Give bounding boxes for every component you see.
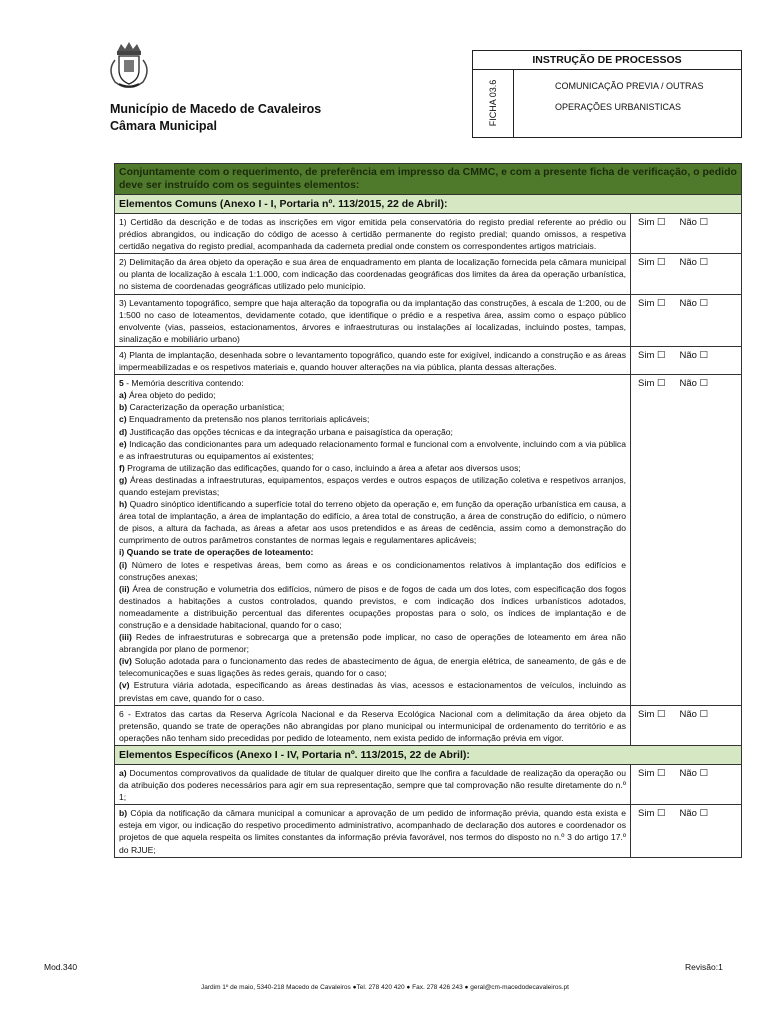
sim-checkbox[interactable]: Sim ☐ <box>638 808 666 820</box>
sub-label: a) <box>119 390 127 401</box>
form-model-code: Mod.340 <box>44 962 78 972</box>
sub-label: (iii) <box>119 632 132 643</box>
box-title: INSTRUÇÃO DE PROCESSOS <box>473 51 741 70</box>
item-text: Certidão da descrição e de todas as inscrições em vigor emitida pela conservatória do registo predial referente ao prédio ou prédios abrangidos, ou indicação do código de acesso à certidão permanente do registo predial; quando omissos, a respetiva certidão negativa do registo predial, acompanhada da caderneta predial onde constem os correspondentes artigos matriciais. <box>119 217 626 252</box>
item-number: 2) <box>119 257 127 268</box>
sub-text: Solução adotada para o funcionamento das redes de abastecimento de água, de energia elétrica, de saneamento, de gás e de telecomunicações e suas ligações às redes gerais, quando for o caso; <box>119 656 626 679</box>
sub-label: (i) <box>119 559 128 570</box>
loteamento-heading: i) Quando se trate de operações de loteamento: <box>119 547 314 558</box>
sub-text: Justificação das opções técnicas e da integração urbana e paisagística da operação; <box>129 426 453 437</box>
item-text: Documentos comprovativos da qualidade de titular de qualquer direito que lhe confira a faculdade de realização da operação ou da atribuição dos poderes necessários para agir em sua representação, sempre que tal comprovação não resulte diretamente do n.º 1; <box>119 767 626 803</box>
sim-checkbox[interactable]: Sim ☐ <box>638 708 666 720</box>
nao-checkbox[interactable]: Não ☐ <box>679 349 709 361</box>
checklist-row <box>115 253 741 293</box>
ficha-cell <box>473 69 514 137</box>
process-instruction-box <box>472 50 742 138</box>
sub-label: b) <box>119 402 128 413</box>
nao-checkbox[interactable]: Não ☐ <box>679 297 709 309</box>
item-number: 5 <box>119 378 124 389</box>
sub-text: Enquadramento da pretensão nos planos territoriais aplicáveis; <box>129 414 370 425</box>
sub-text: Área de construção e volumetria dos edifícios, número de pisos e de fogos de cada um dos lotes, com especificação dos fogos destinados a habitações a custos controlados, quando previstos, e com indicação dos índices urbanísticos adotados, nomeadamente a distribuição percentual das diferentes ocupações propostas para o solo, os índices de implantação e de construção e a densidade habitacional, quando for o caso; <box>119 583 626 630</box>
item-text: Levantamento topográfico, sempre que haja alteração da topografia ou da implantação das construções, à escala de 1:200, ou de 1:500 no caso de loteamentos, devidamente cotado, que identifique o prédio e a respetiva área, assim como o espaço público envolvente (vias, passeios, estacionamentos, árvores e infraestruturas ou instalações aí localizadas, incluindo postes, tampas, sinalização e mobiliário urbano) <box>119 297 627 344</box>
item-text: Planta de implantação, desenhada sobre o levantamento topográfico, quando este for exigível, indicando a construção e as áreas impermeabilizadas e os respetivos materiais e, quando houver alterações na via pública, planta dessas alterações. <box>119 349 626 373</box>
item-text: 6 - Extratos das cartas da Reserva Agrícola Nacional e da Reserva Ecológica Nacional com a delimitação da área objeto da pretensão, quando se trate de operações não abrangidas por plano municipal ou intermunicipal de ordenamento do território e as operações não tenham sido precedidas por pedido de loteamento, nem exista pedido de informação prévia em vigor. <box>115 706 631 745</box>
intro-banner: Conjuntamente com o requerimento, de preferência em impresso da CMMC, e com a presente ficha de verificação, o pedido deve ser instruído com os seguintes elementos: <box>115 164 741 194</box>
item-text: - Memória descritiva contendo: <box>126 378 244 389</box>
sim-checkbox[interactable]: Sim ☐ <box>638 349 666 361</box>
ficha-number: FICHA 03.6 <box>488 79 498 127</box>
municipal-crest-logo <box>103 40 155 90</box>
sub-text: Indicação das condicionantes para um adequado relacionamento formal e funcional com a envolvente, incluindo com a via pública e as infraestruturas ou equipamentos aí existentes; <box>119 438 626 461</box>
footer-address: Jardim 1º de maio, 5340-218 Macedo de Cavaleiros ●Tel. 278 420 420 ● Fax. 278 426 243 ● geral@cm-macedodecavaleiros.pt <box>201 984 569 991</box>
sim-checkbox[interactable]: Sim ☐ <box>638 767 666 779</box>
item-number: 1) <box>119 217 127 227</box>
sub-label: c) <box>119 414 127 425</box>
sub-label: h) <box>119 499 128 510</box>
sub-label: (iv) <box>119 656 132 667</box>
procedure-type-line2: OPERAÇÕES URBANISTICAS <box>555 102 682 112</box>
sub-label: f) <box>119 462 125 473</box>
sub-label: (ii) <box>119 583 130 594</box>
sub-text: Programa de utilização das edificações, quando for o caso, incluindo a área a afetar aos diversos usos; <box>127 462 521 473</box>
item-number: b) <box>119 808 128 819</box>
sub-label: e) <box>119 438 127 449</box>
item-number: 4) <box>119 349 127 360</box>
checklist-row <box>115 213 741 253</box>
sub-text: Quadro sinóptico identificando a superfície total do terreno objeto da operação e, em função da operação urbanística em causa, a área total de implantação, a área de implantação do edifício, a área total de construção, a área de construção do edifício, o número de pisos, a altura da fachada, as áreas a afetar aos usos pretendidos e as áreas de cedência, assim como a demonstração do cumprimento de outros parâmetros constantes de normas legais e regulamentares aplicáveis; <box>119 499 626 546</box>
checklist-row <box>115 374 741 705</box>
sub-text: Áreas destinadas a infraestruturas, equipamentos, espaços verdes e outros espaços de utilização coletiva e respetivos arranjos, quando estejam previstas; <box>119 474 626 497</box>
revision-label: Revisão:1 <box>685 962 723 972</box>
sub-text: Área objeto do pedido; <box>129 390 216 401</box>
checklist-row <box>115 294 741 346</box>
section-specific-elements: Elementos Específicos (Anexo I - IV, Portaria nº. 113/2015, 22 de Abril): <box>115 745 741 764</box>
nao-checkbox[interactable]: Não ☐ <box>679 378 709 390</box>
section-common-elements: Elementos Comuns (Anexo I - I, Portaria nº. 113/2015, 22 de Abril): <box>115 194 741 213</box>
municipality-name: Município de Macedo de Cavaleiros <box>110 102 322 116</box>
nao-checkbox[interactable]: Não ☐ <box>679 257 709 269</box>
sim-checkbox[interactable]: Sim ☐ <box>638 378 666 390</box>
sim-checkbox[interactable]: Sim ☐ <box>638 217 666 228</box>
checklist-row <box>115 804 741 856</box>
nao-checkbox[interactable]: Não ☐ <box>679 808 709 820</box>
nao-checkbox[interactable]: Não ☐ <box>679 767 709 779</box>
item-text: Delimitação da área objeto da operação e sua área de enquadramento em planta de localização fornecida pela câmara municipal ou planta de localização à escala 1:1.000, com indicação das coordenadas geográficas dos limites da área da operação urbanística, no sistema de coordenadas geográficas utilizado pelo município. <box>119 257 627 292</box>
item-number: a) <box>119 767 127 778</box>
chamber-name: Câmara Municipal <box>110 119 217 133</box>
sub-text: Estrutura viária adotada, especificando as áreas destinadas às vias, acessos e estacionamentos de veículos, incluindo as previstas em cave, quando for o caso. <box>119 680 626 703</box>
sub-text: Caracterização da operação urbanística; <box>129 402 285 413</box>
sub-text: Número de lotes e respetivas áreas, bem como as áreas e os condicionamentos relativos à implantação dos edifícios e construções anexas; <box>119 559 627 582</box>
sub-label: (v) <box>119 680 130 691</box>
item-number: 3) <box>119 297 127 308</box>
checklist-row <box>115 705 741 745</box>
procedure-type-line1: COMUNICAÇÃO PREVIA / OUTRAS <box>555 81 704 91</box>
sub-label: d) <box>119 426 128 437</box>
nao-checkbox[interactable]: Não ☐ <box>679 708 709 720</box>
checklist-row <box>115 764 741 804</box>
checklist-row <box>115 346 741 374</box>
item-text: Cópia da notificação da câmara municipal a comunicar a aprovação de um pedido de informação prévia, quando esta exista e esteja em vigor, ou indicação do respetivo procedimento administrativo, acompanhado de declaração dos autores e coordenador os projetos de que aquela respeita os limites constantes da informação prévia favorável, nos termos do disposto no n.º 3 do artigo 17.º do RJUE; <box>119 808 626 855</box>
sub-text: Redes de infraestruturas e sobrecarga que a pretensão pode implicar, no caso de operações de loteamento em área não abrangida por plano de pormenor; <box>119 632 627 655</box>
checklist-table <box>114 163 742 858</box>
sim-checkbox[interactable]: Sim ☐ <box>638 297 666 309</box>
sim-checkbox[interactable]: Sim ☐ <box>638 257 666 269</box>
nao-checkbox[interactable]: Não ☐ <box>679 217 709 228</box>
sub-label: g) <box>119 474 128 485</box>
